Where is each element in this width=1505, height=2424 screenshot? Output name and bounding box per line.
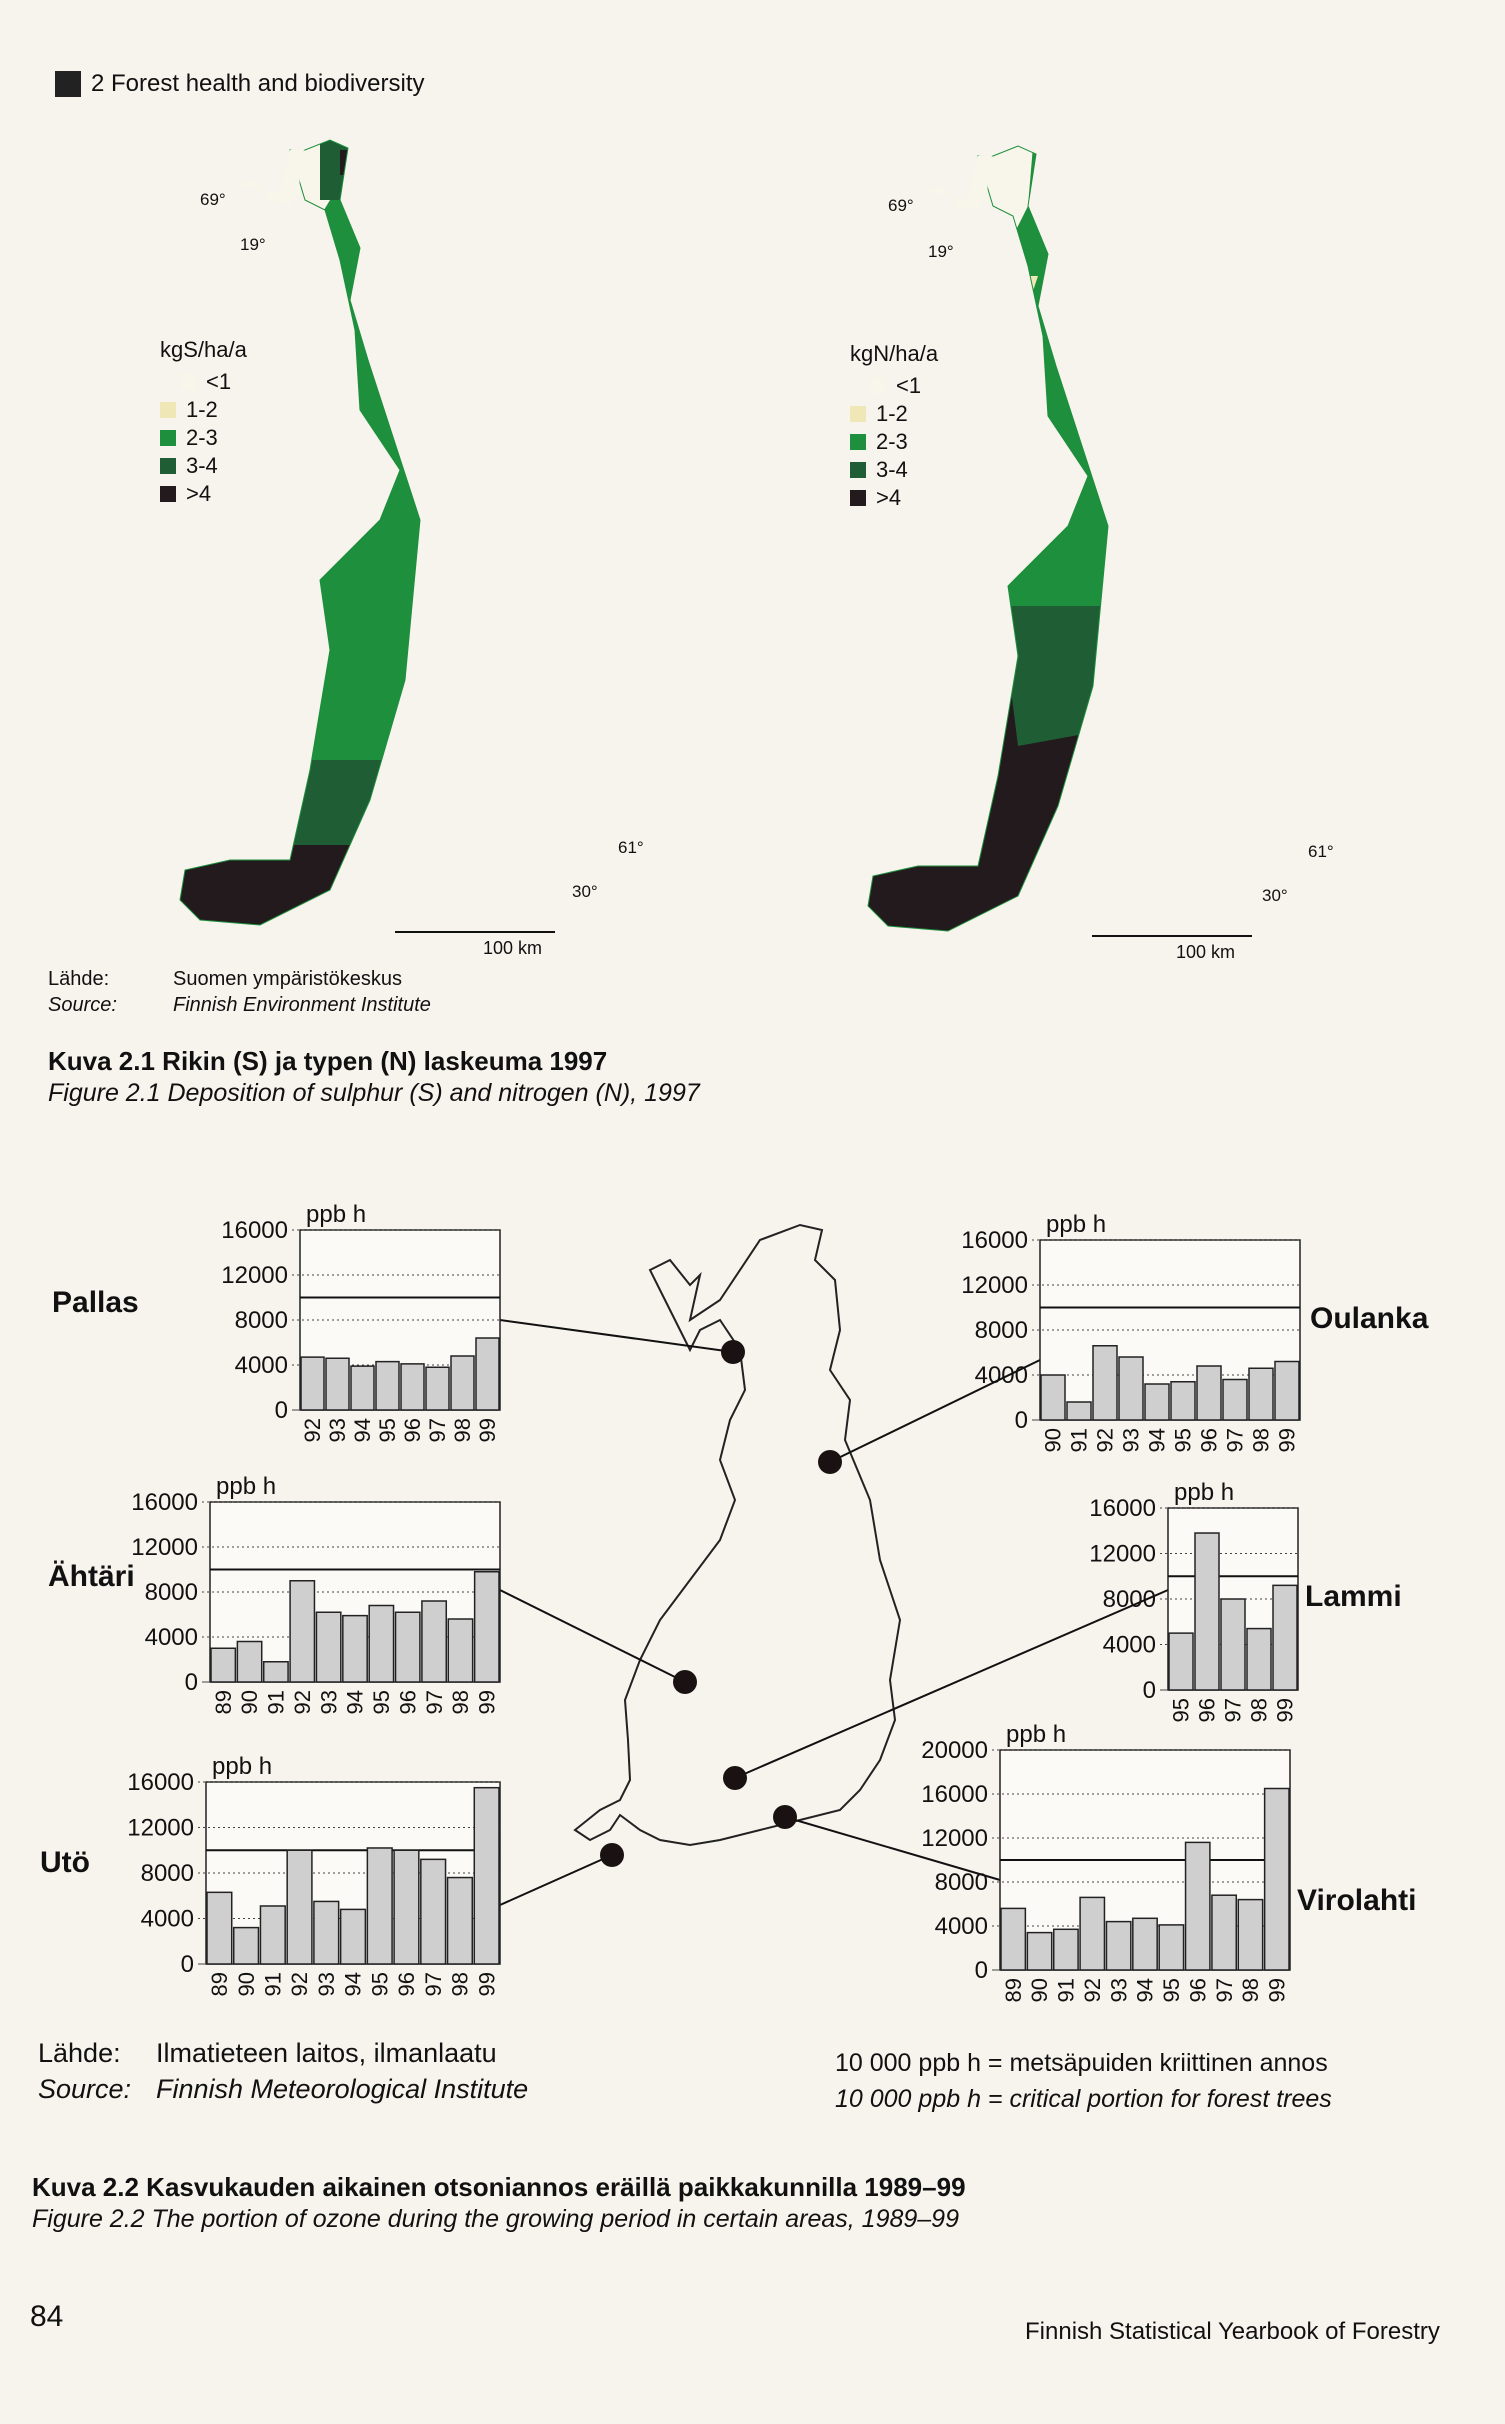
y-tick-label: 8000 <box>234 1307 288 1334</box>
y-tick-label: 4000 <box>140 1905 194 1933</box>
x-tick-label: 94 <box>342 1690 368 1715</box>
source-label-fi: Lähde: <box>38 2038 121 2068</box>
x-tick-label: 91 <box>1066 1428 1092 1453</box>
y-tick-label: 4000 <box>144 1624 198 1651</box>
x-tick-label: 93 <box>313 1972 339 1997</box>
site-label: Lammi <box>1305 1580 1402 1613</box>
x-tick-label: 93 <box>316 1690 342 1715</box>
bar <box>1067 1402 1091 1420</box>
y-tick-label: 12000 <box>1089 1540 1156 1568</box>
legend-label: >4 <box>876 485 902 510</box>
x-tick-label: 92 <box>1079 1978 1105 2003</box>
y-tick-label: 16000 <box>127 1769 194 1796</box>
x-tick-label: 90 <box>233 1972 259 1997</box>
bar <box>1093 1346 1117 1420</box>
legend-label: <1 <box>206 369 232 394</box>
x-tick-label: 93 <box>325 1418 351 1443</box>
y-tick-label: 8000 <box>140 1860 194 1887</box>
x-tick-label: 95 <box>367 1972 393 1997</box>
x-tick-label: 92 <box>289 1690 315 1715</box>
figure-caption <box>32 2172 966 2234</box>
y-tick-label: 16000 <box>221 1217 288 1244</box>
y-tick-label: 12000 <box>921 1825 988 1852</box>
x-tick-label: 96 <box>395 1690 421 1715</box>
threshold-note <box>835 2045 1332 2117</box>
y-axis-label: ppb h <box>1046 1211 1107 1238</box>
x-tick-label: 98 <box>450 1418 476 1443</box>
y-tick-label: 8000 <box>144 1579 198 1606</box>
x-tick-label: 97 <box>1222 1428 1248 1453</box>
x-tick-label: 99 <box>1264 1978 1290 2003</box>
x-tick-label: 95 <box>1159 1978 1185 2003</box>
x-tick-label: 94 <box>1144 1428 1170 1453</box>
lat-label: 61° <box>618 838 644 857</box>
x-tick-label: 91 <box>260 1972 286 1997</box>
bar <box>1275 1362 1299 1421</box>
bar <box>341 1909 366 1964</box>
source-fi: Ilmatieteen laitos, ilmanlaatu <box>156 2038 497 2068</box>
legend-label: 1-2 <box>876 401 908 426</box>
bar <box>1080 1897 1104 1970</box>
bar <box>1041 1375 1065 1420</box>
x-tick-label: 97 <box>420 1972 446 1997</box>
lon-label: 30° <box>1262 886 1288 905</box>
source-block <box>38 2035 528 2107</box>
bar <box>396 1612 420 1682</box>
site-label: Ähtäri <box>48 1560 135 1593</box>
site-label: Pallas <box>52 1286 139 1319</box>
x-tick-label: 97 <box>421 1690 447 1715</box>
y-tick-label: 16000 <box>921 1781 988 1808</box>
bar <box>422 1601 446 1682</box>
y-tick-label: 12000 <box>961 1272 1028 1299</box>
bar <box>234 1928 259 1964</box>
y-tick-label: 4000 <box>974 1362 1028 1389</box>
bar <box>351 1366 374 1410</box>
y-tick-label: 0 <box>274 1397 288 1424</box>
page-number: 84 <box>30 2300 64 2333</box>
bar <box>1212 1895 1236 1970</box>
legend-label: 3-4 <box>876 457 908 482</box>
legend-label: 2-3 <box>186 425 218 450</box>
bar <box>207 1892 232 1964</box>
bar <box>448 1619 472 1682</box>
y-axis-label: ppb h <box>1174 1479 1235 1506</box>
threshold-note-en: 10 000 ppb h = critical portion for forest trees <box>835 2085 1332 2113</box>
bar <box>343 1616 367 1682</box>
bar <box>260 1906 285 1964</box>
site-marker <box>723 1766 747 1790</box>
lat-label: 69° <box>888 196 914 215</box>
y-tick-label: 12000 <box>221 1262 288 1289</box>
x-tick-label: 89 <box>1000 1978 1026 2003</box>
bar <box>237 1642 261 1683</box>
bar <box>1054 1929 1078 1970</box>
running-footer: Finnish Statistical Yearbook of Forestry <box>1025 2318 1440 2345</box>
lon-label: 19° <box>240 235 266 254</box>
x-tick-label: 98 <box>447 1972 473 1997</box>
bar <box>1159 1925 1183 1970</box>
scale-label: 100 km <box>1176 942 1236 962</box>
bar <box>290 1581 314 1682</box>
y-tick-label: 8000 <box>974 1317 1028 1344</box>
x-tick-label: 95 <box>369 1690 395 1715</box>
bar <box>1197 1366 1221 1420</box>
bar <box>1001 1908 1025 1970</box>
source-label-en: Source: <box>48 994 117 1016</box>
lat-label: 69° <box>200 190 226 209</box>
source-en: Finnish Environment Institute <box>173 994 431 1016</box>
x-tick-label: 96 <box>1185 1978 1211 2003</box>
bar <box>476 1338 499 1410</box>
x-tick-label: 95 <box>1170 1428 1196 1453</box>
legend-label: 2-3 <box>876 429 908 454</box>
bar <box>1249 1368 1273 1420</box>
x-tick-label: 90 <box>237 1690 263 1715</box>
caption-en: Figure 2.1 Deposition of sulphur (S) and nitrogen (N), 1997 <box>48 1079 700 1107</box>
bar <box>1171 1382 1195 1420</box>
lon-label: 30° <box>572 882 598 901</box>
bar <box>394 1850 419 1964</box>
x-tick-label: 99 <box>474 1972 500 1997</box>
site-marker <box>721 1340 745 1364</box>
bar <box>1223 1380 1247 1421</box>
x-tick-label: 96 <box>400 1418 426 1443</box>
bar <box>301 1357 324 1410</box>
caption-fi: Kuva 2.1 Rikin (S) ja typen (N) laskeuma 1997 <box>48 1046 608 1076</box>
bar <box>211 1648 235 1682</box>
legend-label: 3-4 <box>186 453 218 478</box>
x-tick-label: 98 <box>1248 1428 1274 1453</box>
y-tick-label: 4000 <box>234 1352 288 1379</box>
legend-unit: kgN/ha/a <box>850 341 939 366</box>
source-fi: Suomen ympäristökeskus <box>173 968 402 990</box>
y-tick-label: 12000 <box>131 1534 198 1561</box>
y-tick-label: 20000 <box>921 1737 988 1764</box>
bar <box>314 1901 339 1964</box>
bar <box>421 1859 446 1964</box>
x-tick-label: 93 <box>1106 1978 1132 2003</box>
site-label: Oulanka <box>1310 1302 1429 1335</box>
bar <box>316 1612 340 1682</box>
y-tick-label: 16000 <box>961 1227 1028 1254</box>
y-axis-label: ppb h <box>306 1201 367 1228</box>
x-tick-label: 98 <box>1238 1978 1264 2003</box>
y-tick-label: 0 <box>1014 1407 1028 1434</box>
site-marker <box>600 1843 624 1867</box>
x-tick-label: 99 <box>1274 1428 1300 1453</box>
x-tick-label: 92 <box>300 1418 326 1443</box>
lon-label: 19° <box>928 242 954 261</box>
bar <box>1119 1357 1143 1420</box>
bar <box>401 1364 424 1410</box>
bar <box>448 1878 473 1964</box>
y-axis-label: ppb h <box>216 1473 277 1500</box>
bar <box>1265 1789 1289 1971</box>
bar <box>451 1356 474 1410</box>
x-tick-label: 96 <box>1196 1428 1222 1453</box>
bar <box>1145 1384 1169 1420</box>
y-tick-label: 0 <box>1142 1677 1156 1704</box>
bar <box>1195 1533 1219 1690</box>
y-axis-label: ppb h <box>212 1753 273 1780</box>
scale-label: 100 km <box>483 938 543 958</box>
x-tick-label: 91 <box>1053 1978 1079 2003</box>
x-tick-label: 89 <box>207 1972 233 1997</box>
bar <box>1273 1585 1297 1690</box>
y-tick-label: 8000 <box>1102 1586 1156 1613</box>
x-tick-label: 91 <box>263 1690 289 1715</box>
x-tick-label: 92 <box>287 1972 313 1997</box>
x-tick-label: 98 <box>1246 1698 1272 1723</box>
source-en: Finnish Meteorological Institute <box>156 2074 529 2104</box>
caption-en: Figure 2.2 The portion of ozone during the growing period in certain areas, 1989–99 <box>32 2205 959 2233</box>
bar <box>1169 1633 1193 1690</box>
bar <box>1221 1599 1245 1690</box>
x-tick-label: 95 <box>1168 1698 1194 1723</box>
x-tick-label: 94 <box>350 1418 376 1443</box>
x-tick-label: 90 <box>1040 1428 1066 1453</box>
bar <box>376 1362 399 1410</box>
legend-label: <1 <box>896 373 922 398</box>
y-tick-label: 12000 <box>127 1814 194 1842</box>
bar <box>369 1606 393 1683</box>
y-tick-label: 0 <box>184 1669 198 1696</box>
bar <box>1106 1922 1130 1970</box>
bar <box>287 1850 312 1964</box>
site-marker <box>818 1450 842 1474</box>
bar <box>475 1572 499 1682</box>
x-tick-label: 89 <box>210 1690 236 1715</box>
x-tick-label: 94 <box>1132 1978 1158 2003</box>
x-tick-label: 97 <box>1211 1978 1237 2003</box>
x-tick-label: 95 <box>375 1418 401 1443</box>
x-tick-label: 97 <box>425 1418 451 1443</box>
bar <box>264 1662 288 1682</box>
caption-fi: Kuva 2.2 Kasvukauden aikainen otsoniannos eräillä paikkakunnilla 1989–99 <box>32 2172 966 2202</box>
y-tick-label: 8000 <box>934 1869 988 1896</box>
x-tick-label: 99 <box>475 1418 501 1443</box>
x-tick-label: 97 <box>1220 1698 1246 1723</box>
site-marker <box>773 1805 797 1829</box>
legend-unit: kgS/ha/a <box>160 337 247 362</box>
y-tick-label: 0 <box>180 1951 194 1978</box>
legend-label: 1-2 <box>186 397 218 422</box>
bar <box>326 1358 349 1410</box>
y-tick-label: 4000 <box>1102 1631 1156 1659</box>
x-tick-label: 93 <box>1118 1428 1144 1453</box>
bar <box>1186 1842 1210 1970</box>
x-tick-label: 90 <box>1027 1978 1053 2003</box>
section-title: 2 Forest health and biodiversity <box>91 70 425 97</box>
site-label: Virolahti <box>1297 1884 1417 1917</box>
threshold-note-fi: 10 000 ppb h = metsäpuiden kriittinen annos <box>835 2049 1328 2077</box>
leader-line <box>500 1855 612 1905</box>
y-tick-label: 16000 <box>131 1489 198 1516</box>
x-tick-label: 96 <box>1194 1698 1220 1723</box>
finland-outline <box>575 1225 900 1845</box>
bar <box>426 1367 449 1410</box>
bar <box>1027 1933 1051 1970</box>
site-label: Utö <box>40 1846 90 1879</box>
source-label-fi: Lähde: <box>48 968 110 990</box>
lat-label: 61° <box>1308 842 1334 861</box>
bar <box>474 1788 499 1964</box>
x-tick-label: 98 <box>448 1690 474 1715</box>
x-tick-label: 99 <box>474 1690 500 1715</box>
y-tick-label: 0 <box>974 1957 988 1984</box>
x-tick-label: 94 <box>340 1972 366 1997</box>
site-marker <box>673 1670 697 1694</box>
bar <box>1133 1918 1157 1970</box>
bar <box>1247 1629 1271 1690</box>
x-tick-label: 99 <box>1272 1698 1298 1723</box>
bar <box>1238 1900 1262 1970</box>
source-label-en: Source: <box>38 2074 132 2104</box>
bar <box>367 1848 392 1964</box>
leader-line <box>500 1590 685 1682</box>
y-tick-label: 16000 <box>1089 1495 1156 1522</box>
legend-label: >4 <box>186 481 212 506</box>
x-tick-label: 92 <box>1092 1428 1118 1453</box>
x-tick-label: 96 <box>394 1972 420 1997</box>
y-axis-label: ppb h <box>1006 1721 1067 1748</box>
y-tick-label: 4000 <box>934 1913 988 1940</box>
